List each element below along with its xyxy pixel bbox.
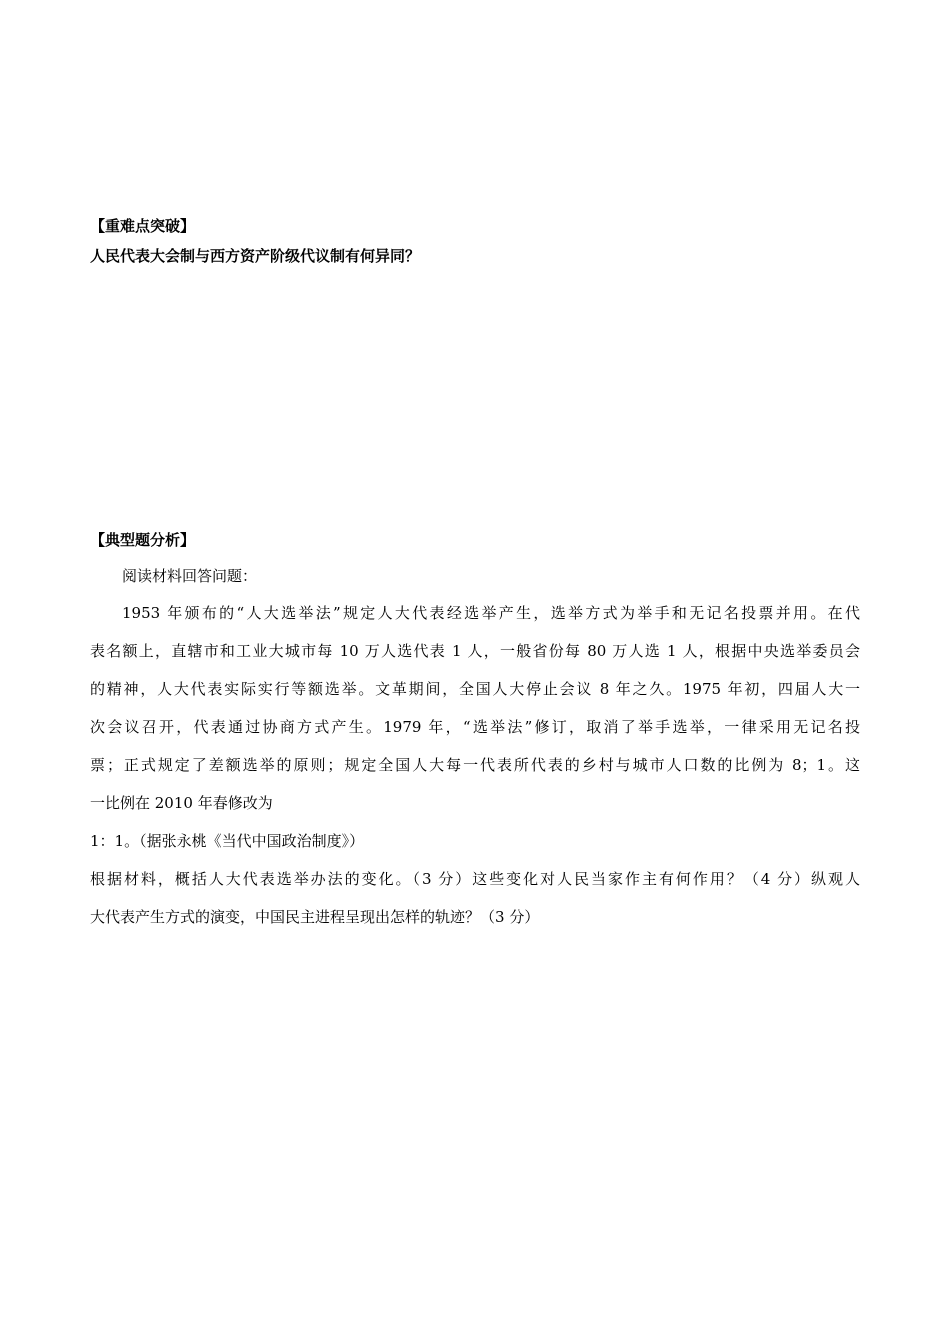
material-line-7: 1：1。（据张永桃《当代中国政治制度》） <box>90 832 365 850</box>
question-line-1: 根据材料，概括人大代表选举办法的变化。（3 分）这些变化对人民当家作主有何作用？（4 分）纵观人 <box>90 870 860 888</box>
key-points-question: 人民代表大会制与西方资产阶级代议制有何异同？ <box>90 247 421 265</box>
key-points-heading: 【重难点突破】 <box>90 217 196 235</box>
material-intro: 阅读材料回答问题： <box>122 567 258 585</box>
material-line-1: 1953 年颁布的“人大选举法”规定人大代表经选举产生，选举方式为举手和无记名投票并用。在代 <box>122 604 860 622</box>
material-line-4: 次会议召开，代表通过协商方式产生。1979 年，“选举法”修订，取消了举手选举，一律采用无记名投 <box>90 718 860 736</box>
material-line-5: 票；正式规定了差额选举的原则；规定全国人大每一代表所代表的乡村与城市人口数的比例为 8；1。这 <box>90 756 860 774</box>
question-line-2: 大代表产生方式的演变，中国民主进程呈现出怎样的轨迹？（3 分） <box>90 908 540 926</box>
typical-analysis-heading: 【典型题分析】 <box>90 531 196 549</box>
material-line-2: 表名额上，直辖市和工业大城市每 10 万人选代表 1 人，一般省份每 80 万人选 1 人，根据中央选举委员会 <box>90 642 860 660</box>
material-line-3: 的精神，人大代表实际实行等额选举。文革期间，全国人大停止会议 8 年之久。1975 年初，四届人大一 <box>90 680 860 698</box>
material-line-6: 一比例在 2010 年春修改为 <box>90 794 273 812</box>
